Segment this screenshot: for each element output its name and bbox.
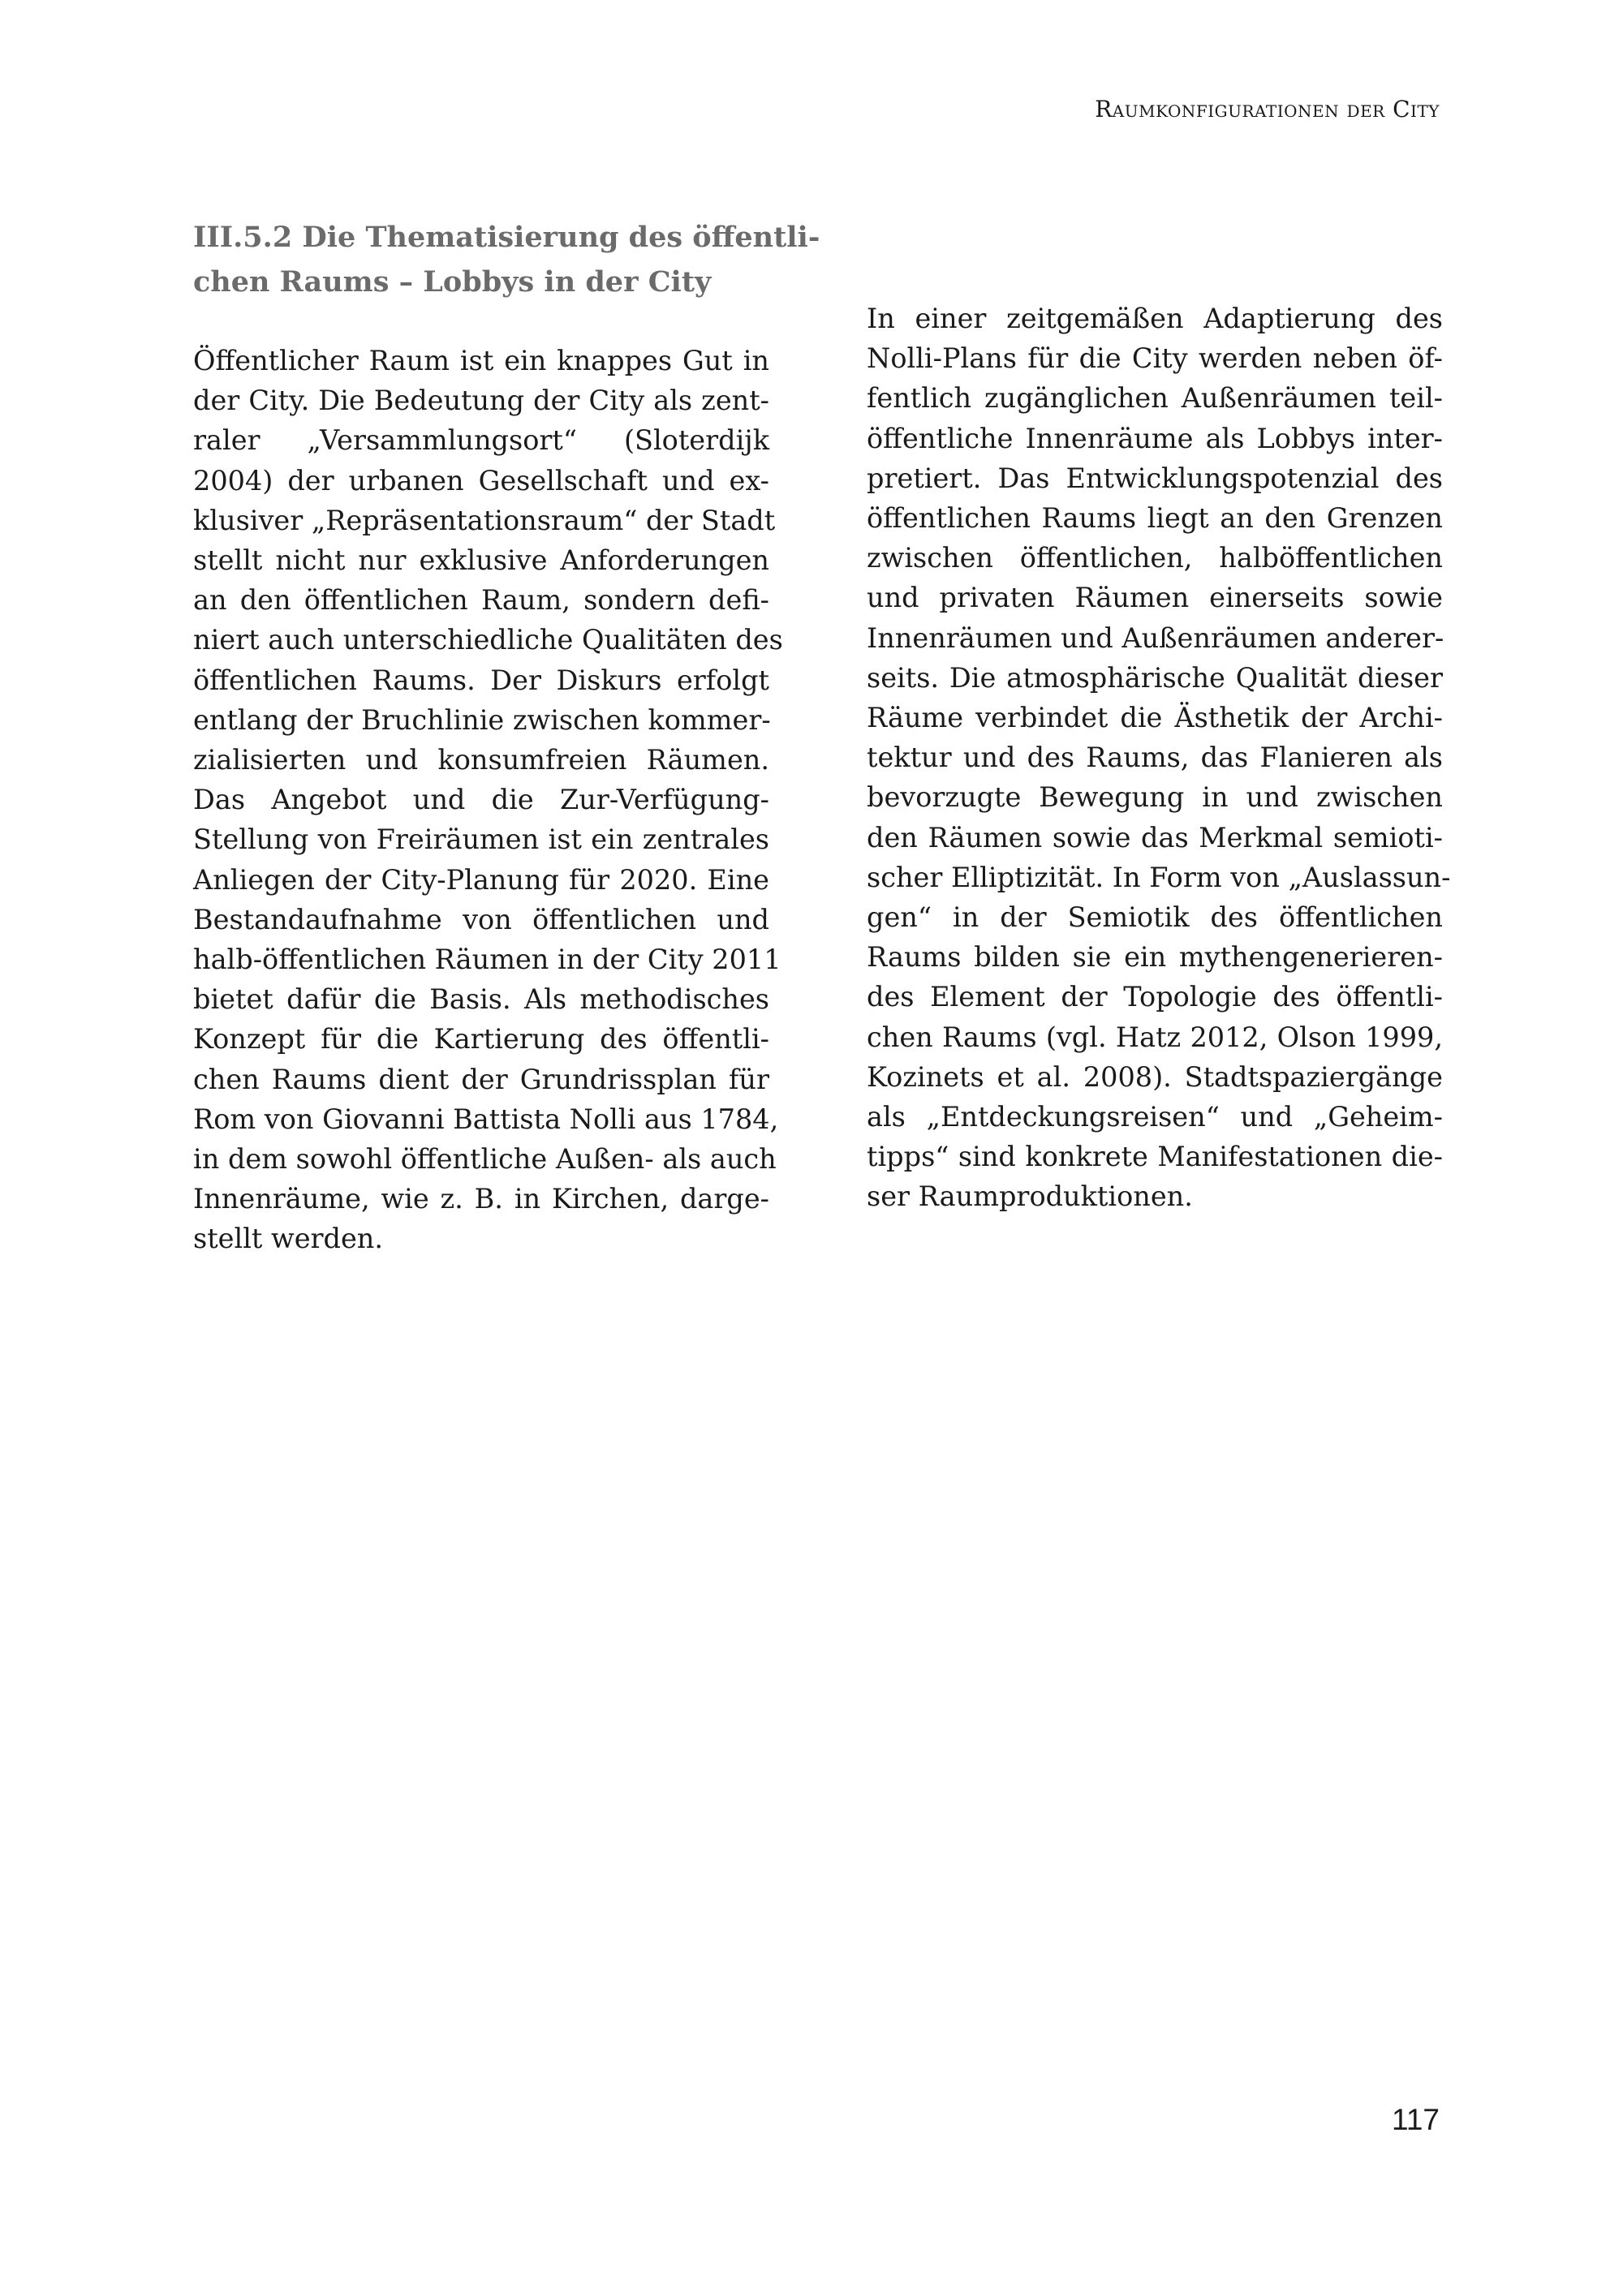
text-line: öffentlichen Raums. Der Diskurs erfolgt: [193, 664, 769, 696]
heading-line: chen Raums – Lobbys in der City: [193, 265, 712, 299]
text-line: halb-öffentlichen Räumen in der City 2011: [193, 944, 781, 976]
text-line: In einer zeitgemäßen Adaptierung des: [867, 303, 1443, 334]
text-line: Räume verbindet die Ästhetik der Archi-: [867, 702, 1443, 734]
text-line: Anliegen der City-Planung für 2020. Eine: [193, 863, 769, 896]
text-line: stellt nicht nur exklusive Anforderungen: [193, 544, 769, 577]
text-line: raler „Versammlungsort“ (Sloterdijk: [193, 424, 769, 457]
text-line: chen Raums dient der Grundrissplan für: [193, 1063, 769, 1095]
right-column: [867, 299, 1451, 1217]
section-heading: [193, 215, 820, 304]
text-line: tektur und des Raums, das Flanieren als: [867, 742, 1443, 774]
text-line: gen“ in der Semiotik des öffentlichen: [867, 901, 1443, 934]
left-paragraph: [193, 341, 783, 1259]
text-line: Innenräume, wie z. B. in Kirchen, darge-: [193, 1183, 769, 1215]
text-line: chen Raums (vgl. Hatz 2012, Olson 1999,: [867, 1021, 1443, 1053]
text-line: Konzept für die Kartierung des öffentli-: [193, 1023, 769, 1056]
text-line: Nolli-Plans für die City werden neben öf-: [867, 342, 1443, 375]
text-line: klusiver „Repräsentationsraum“ der Stadt: [193, 504, 776, 536]
text-line: fentlich zugänglichen Außenräumen teil-: [867, 382, 1443, 415]
text-line: pretiert. Das Entwicklungspotenzial des: [867, 462, 1443, 494]
text-line: den Räumen sowie das Merkmal semioti-: [867, 821, 1443, 853]
text-line: ser Raumproduktionen.: [867, 1180, 1193, 1213]
text-line: 2004) der urbanen Gesellschaft und ex-: [193, 464, 769, 497]
text-line: entlang der Bruchlinie zwischen kommer-: [193, 703, 771, 736]
text-line: Kozinets et al. 2008). Stadtspaziergänge: [867, 1060, 1443, 1093]
text-line: öffentlichen Raums liegt an den Grenzen: [867, 502, 1443, 535]
text-line: und privaten Räumen einerseits sowie: [867, 582, 1443, 614]
right-paragraph: [867, 299, 1451, 1217]
text-line: niert auch unterschiedliche Qualitäten des: [193, 624, 783, 656]
text-line: in dem sowohl öffentliche Außen- als auch: [193, 1143, 777, 1176]
text-line: Stellung von Freiräumen ist ein zentrales: [193, 823, 769, 856]
text-line: stellt werden.: [193, 1223, 384, 1255]
text-line: tipps“ sind konkrete Manifestationen die-: [867, 1141, 1443, 1173]
text-line: Das Angebot und die Zur-Verfügung-: [193, 784, 769, 816]
text-line: zwischen öffentlichen, halböffentlichen: [867, 542, 1443, 574]
left-column: [193, 215, 820, 1259]
running-head: Raumkonfigurationen der City: [1095, 96, 1440, 123]
text-line: Innenräumen und Außenräumen anderer-: [867, 621, 1444, 654]
text-line: scher Elliptizität. In Form von „Auslassun-: [867, 861, 1451, 893]
heading-line: III.5.2 Die Thematisierung des öffentli-: [193, 221, 820, 254]
text-line: zialisierten und konsumfreien Räumen.: [193, 744, 769, 776]
page-number: 117: [1392, 2103, 1440, 2136]
text-line: an den öffentlichen Raum, sondern defi-: [193, 584, 769, 617]
text-line: seits. Die atmosphärische Qualität dieser: [867, 661, 1443, 694]
text-line: bietet dafür die Basis. Als methodisches: [193, 983, 769, 1016]
text-line: öffentliche Innenräume als Lobbys inter-: [867, 422, 1443, 454]
text-line: bevorzugte Bewegung in und zwischen: [867, 781, 1443, 814]
text-line: Bestandaufnahme von öffentlichen und: [193, 903, 769, 935]
text-line: Öffentlicher Raum ist ein knappes Gut in: [193, 345, 769, 376]
text-line: Raums bilden sie ein mythengenerieren-: [867, 941, 1443, 974]
text-line: Rom von Giovanni Battista Nolli aus 1784,: [193, 1103, 779, 1135]
text-line: des Element der Topologie des öffentli-: [867, 981, 1443, 1013]
text-line: als „Entdeckungsreisen“ und „Geheim-: [867, 1101, 1443, 1133]
text-line: der City. Die Bedeutung der City als zent-: [193, 385, 769, 417]
